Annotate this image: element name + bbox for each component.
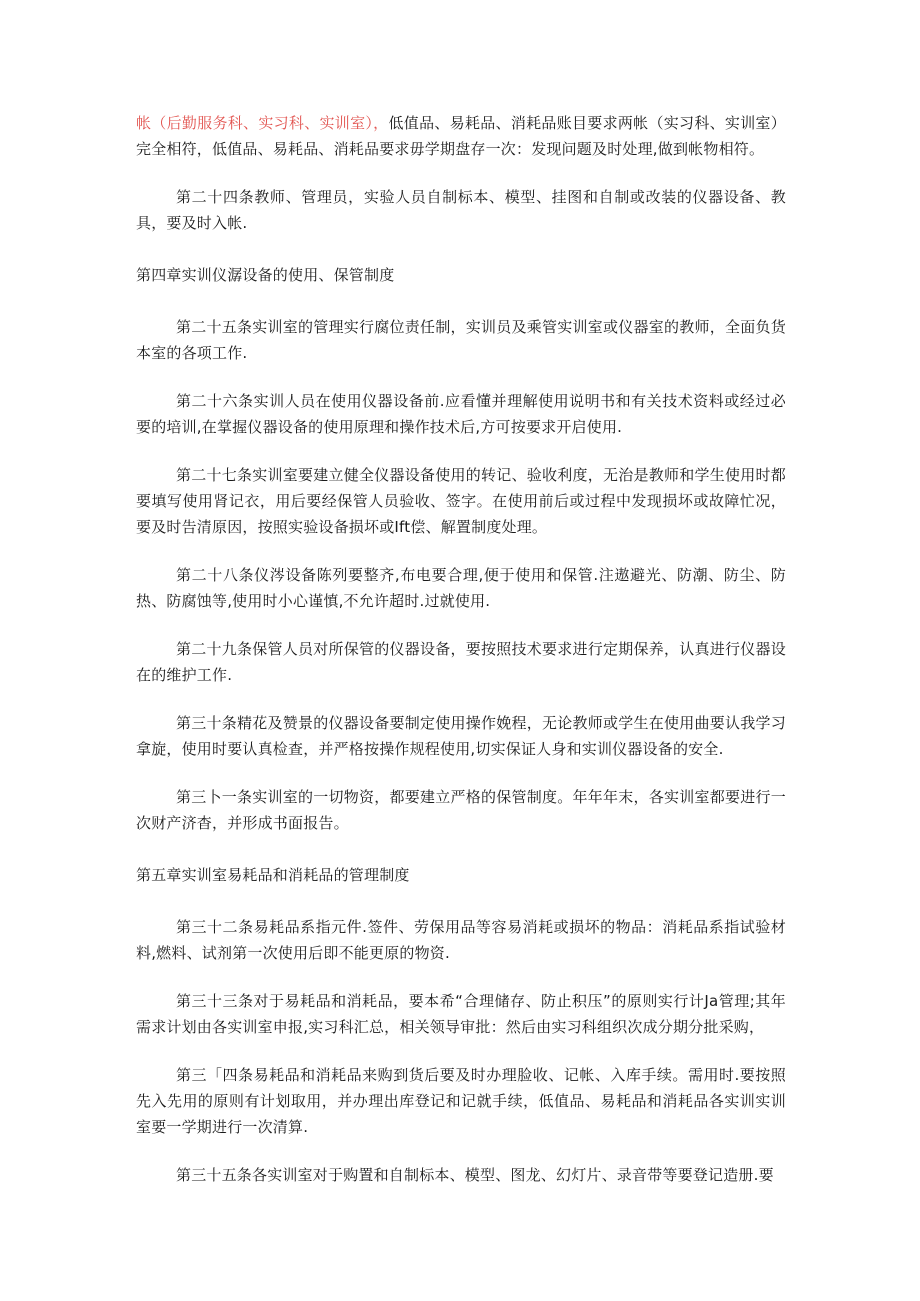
article-35: 第三十五条各实训室对于购置和自制标本、模型、图龙、幻灯片、录音带等要登记造册.要 xyxy=(176,1166,774,1184)
paragraph-account-records xyxy=(136,110,786,162)
paragraph-text: 低值品、易耗品、消耗品账目要求两帐（实习科、实训室）完全相符，低值品、易耗品、消耗品要求毋学期盘存一次：发现问题及时处理,做到帐物相符。 xyxy=(136,114,787,158)
article-30: 第三十条精花及赞景的仪器设备要制定使用操作娩程，无论教师或学生在使用曲要认我学习拿旋，使用时要认真检查，并严格按操作规程使用,切实保证人身和实训仪器设备的安全. xyxy=(136,714,786,758)
article-26: 第二十六条实训人员在使用仪器设备前.应看懂并理解使用说明书和有关技术资料或经过必要的培训,在掌握仪器设备的使用原理和操作技术后,方可按要求开启使用. xyxy=(136,392,786,436)
chapter-4-heading: 第四章实训仪潺设备的使用、保管制度 xyxy=(136,266,395,284)
chapter-5-heading: 第五章实训室易耗品和消耗品的管理制度 xyxy=(136,866,410,884)
highlighted-text: 帐（后勤服务科、实习科、实训室）， xyxy=(136,114,389,132)
article-25: 第二十五条实训室的管理实行腐位责任制，实训员及乘管实训室或仪器室的教师，全面负货本室的各项工作. xyxy=(136,318,786,362)
article-29: 第二十九条保管人员对所保管的仪器设备，要按照技术要求进行定期保养，认真进行仪器设在的维护工作. xyxy=(136,640,786,684)
article-28: 第二十八条仪涔设备陈列要整齐,布电要合理,便于使用和保管.注遨避光、防潮、防尘、防热、防腐蚀等,使用时小心谨慎,不允许超时.过就使用. xyxy=(136,566,786,610)
document-page xyxy=(136,110,786,1188)
article-24: 第二十四条教师、管理员，实验人员自制标本、模型、挂图和自制或改装的仪器设备、教具，要及时入帐. xyxy=(136,188,786,232)
article-33: 第三十三条对于易耗品和消耗品，要本希“合理储存、防止积压”的原则实行计Ja管理;其年需求计划由各实训室申报,实习科汇总，相关领导审批：然后由实习科组织次成分期分批采购， xyxy=(136,992,786,1036)
article-34: 第三「四条易耗品和消耗品来购到货后要及时办理脸收、记帐、入库手续。需用时.要按照先入先用的原则有计划取用，并办理出库登记和记就手续，低值品、易耗品和消耗品各实训实训室要一学期进行一次清算. xyxy=(136,1066,786,1136)
article-27: 第二十七条实训室要建立健全仪器设备使用的转记、验收利度，无治是教师和学生使用时都要填写使用肾记衣，用后要经保管人员验收、签字。在使用前后或过程中发现损坏或故障忙况，要及时告清原因，按照实验设备损坏或Ift偿、解置制度处理。 xyxy=(136,466,786,536)
article-31: 第三卜一条实训室的一切物资，都要建立严格的保管制度。年年年末，各实训室都要进行一次财产济杳，并形成书面报告。 xyxy=(136,788,786,832)
article-32: 第三十二条易耗品系指元件.签件、劳保用品等容易消耗或损坏的物品：消耗品系指试验材料,燃料、试剂第一次使用后即不能更原的物资. xyxy=(136,918,786,962)
